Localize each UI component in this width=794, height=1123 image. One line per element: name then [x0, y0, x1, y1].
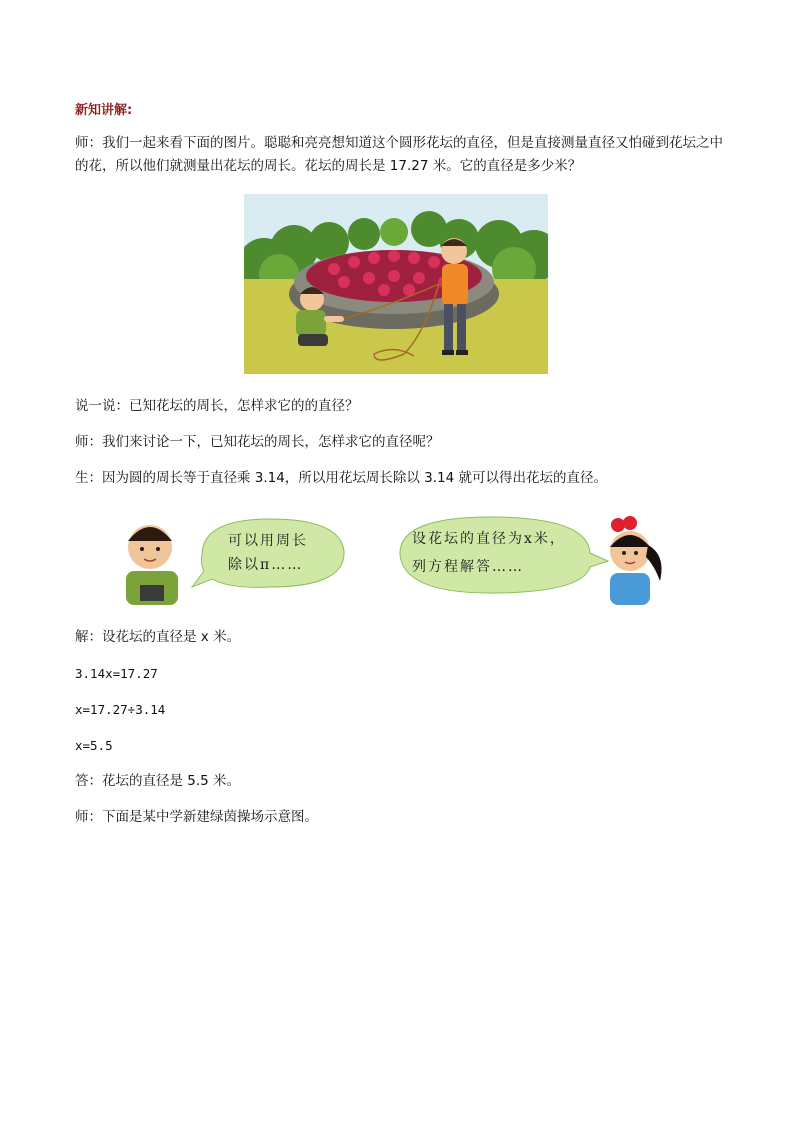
right-bubble-line1: 设花坛的直径为x米， [412, 531, 566, 547]
equation-2: x=17.27÷3.14 [75, 702, 166, 717]
intro-paragraph: 师：我们一起来看下面的图片。聪聪和亮亮想知道这个圆形花坛的直径，但是直接测量直径又怕碰到花坛之中的花，所以他们就测量出花坛的周长。花坛的周长是 17.27 米。它的直径是多少米？ [75, 135, 723, 174]
teacher-next-paragraph: 师：下面是某中学新建绿茵操场示意图。 [75, 809, 318, 825]
dialogue-illustration [120, 505, 668, 605]
equation-3: x=5.5 [75, 738, 113, 753]
solution-intro: 解：设花坛的直径是 x 米。 [75, 629, 241, 645]
say-paragraph: 说一说：已知花坛的周长，怎样求它的的直径？ [75, 398, 359, 414]
answer-paragraph: 答：花坛的直径是 5.5 米。 [75, 773, 241, 789]
student-paragraph: 生：因为圆的周长等于直径乘 3.14，所以用花坛周长除以 3.14 就可以得出花坛的直径。 [75, 470, 607, 486]
equation-1: 3.14x=17.27 [75, 666, 158, 681]
right-bubble-line2: 列方程解答…… [412, 559, 524, 575]
left-bubble-line1: 可以用周长 [228, 533, 308, 549]
left-bubble-line2: 除以π…… [228, 557, 304, 573]
section-heading: 新知讲解: [75, 103, 133, 118]
flower-bed-illustration [244, 194, 548, 374]
teacher-discuss-paragraph: 师：我们来讨论一下，已知花坛的周长，怎样求它的直径呢？ [75, 434, 440, 450]
